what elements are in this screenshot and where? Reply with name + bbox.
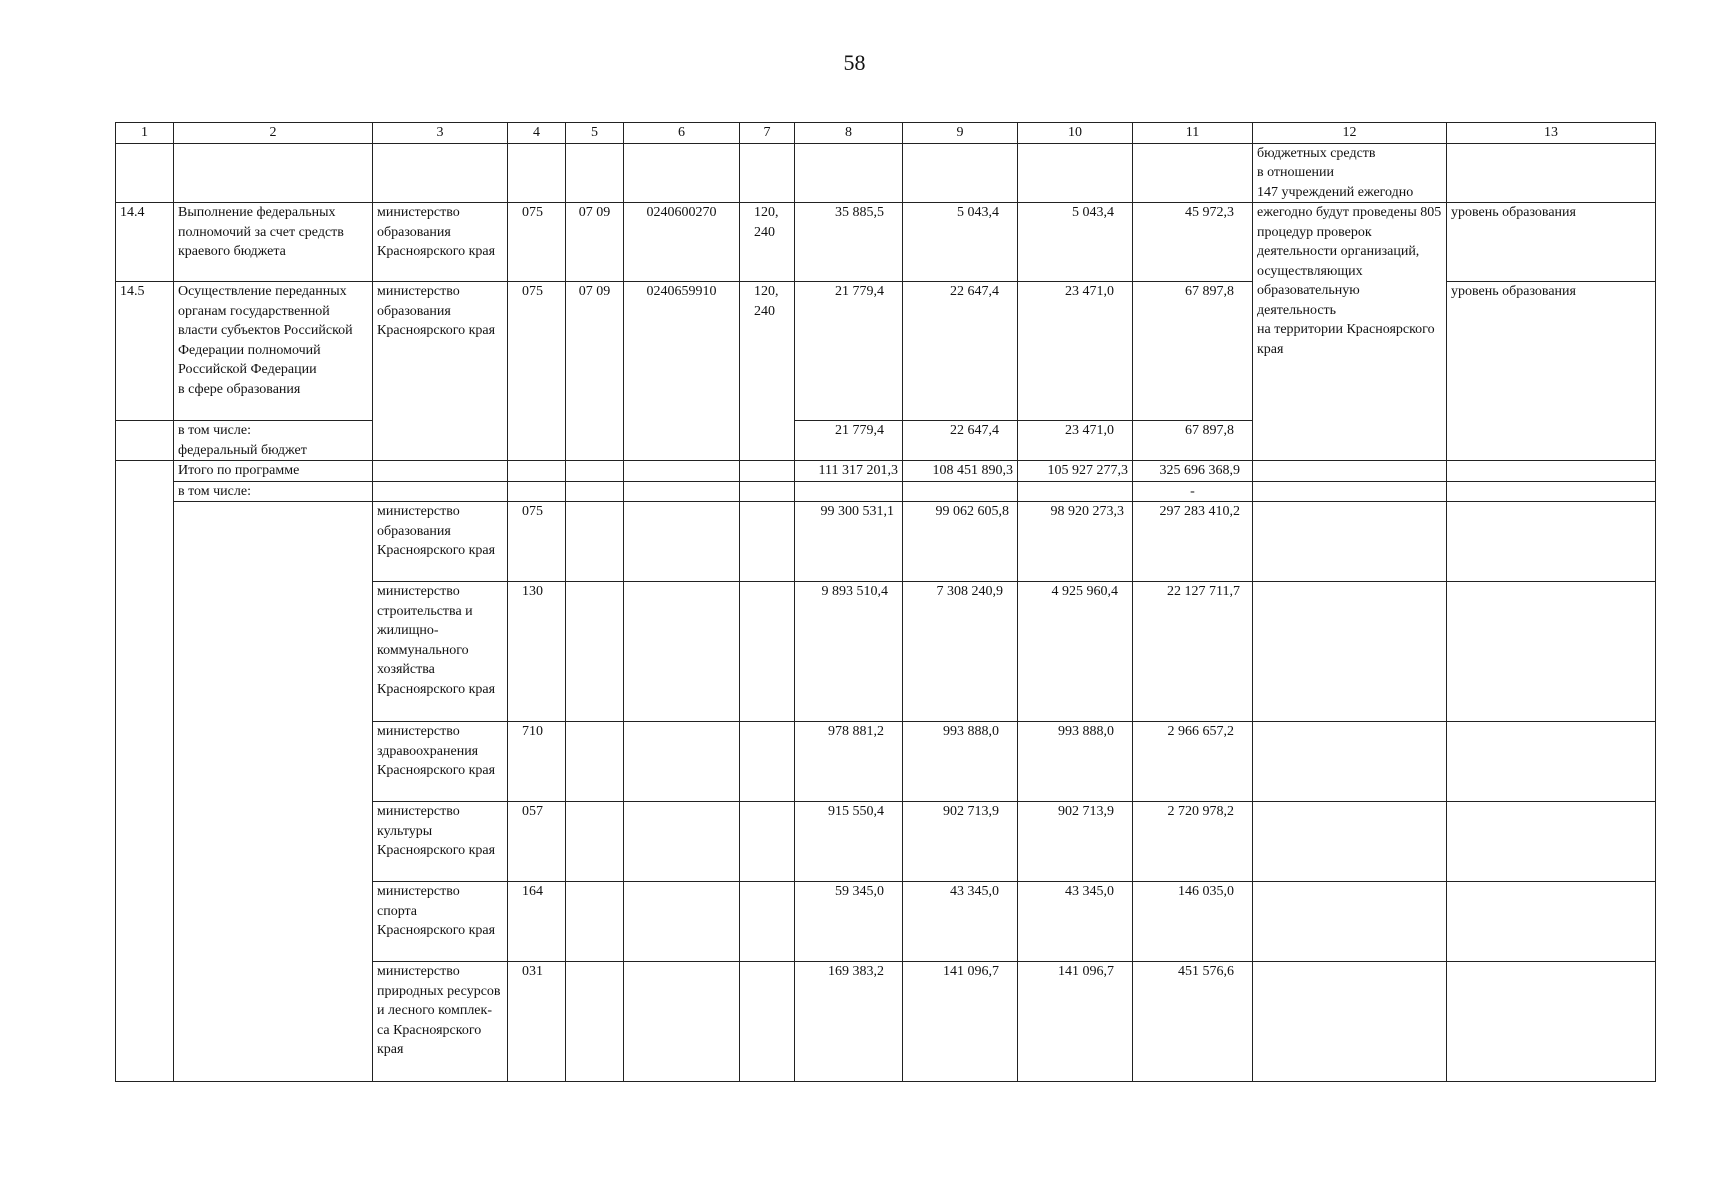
table-cell [1253,802,1447,882]
value-year-3: 23 471,0 [1018,421,1133,461]
value-total: 2 966 657,2 [1133,722,1253,802]
table-cell [1447,722,1656,802]
table-cell [740,582,795,722]
rzpr-code: 07 09 [566,282,624,461]
value-total: 67 897,8 [1133,421,1253,461]
csr-code: 0240659910 [624,282,740,461]
value-total: 2 720 978,2 [1133,802,1253,882]
ministry-code: 031 [508,962,566,1082]
table-cell [740,882,795,962]
col-header: 5 [566,123,624,144]
table-cell [1253,502,1447,582]
value-year-2: 902 713,9 [903,802,1018,882]
value-total: 22 127 711,7 [1133,582,1253,722]
ministry-code: 057 [508,802,566,882]
col-header: 6 [624,123,740,144]
value-year-2: 99 062 605,8 [903,502,1018,582]
table-cell [174,502,373,1082]
table-cell [566,143,624,203]
table-cell [1447,502,1656,582]
ministry-name: министерство образования Красноярского края [373,282,508,461]
grbs-code: 075 [508,203,566,282]
table-row-itogo [116,461,1656,482]
table-cell [1447,962,1656,1082]
value-year-1: 35 885,5 [795,203,903,282]
col-header: 1 [116,123,174,144]
ministry-name: министерство культуры Красноярского края [373,802,508,882]
expected-result: ежегодно будут проведены 805 процедур проверок деятельности организаций, осуществляющих образовательную деятельность на территории Красноярского края [1253,203,1447,461]
value-total: 146 035,0 [1133,882,1253,962]
value-total: 45 972,3 [1133,203,1253,282]
value-year-3: 98 920 273,3 [1018,502,1133,582]
table-cell [174,143,373,203]
budget-table [115,122,1656,1082]
table-cell [1253,582,1447,722]
col-header: 7 [740,123,795,144]
table-row-including [116,481,1656,502]
value-year-3: 993 888,0 [1018,722,1133,802]
table-cell [624,502,740,582]
value-year-3: 23 471,0 [1018,282,1133,421]
value-total: - [1133,481,1253,502]
table-cell [740,802,795,882]
table-cell [624,722,740,802]
col-header: 9 [903,123,1018,144]
table-cell [624,143,740,203]
table-cell [1447,582,1656,722]
col-header: 8 [795,123,903,144]
table-row-14-4 [116,203,1656,282]
activity-name: Осуществление переданных органам государственной власти субъектов Российской Федерации полномочий Российской Федерации в сфере образования [174,282,373,421]
table-row-ministry [116,502,1656,582]
table-cell [740,502,795,582]
value-year-3: 4 925 960,4 [1018,582,1133,722]
table-cell [373,143,508,203]
table-cell [1018,481,1133,502]
table-cell [740,461,795,482]
table-cell [1447,481,1656,502]
csr-code: 0240600270 [624,203,740,282]
table-cell [508,143,566,203]
page-number: 58 [843,50,866,75]
value-year-2: 22 647,4 [903,421,1018,461]
table-cell [903,481,1018,502]
indicator: уровень образования [1447,282,1656,461]
ministry-name: министерство здравоохранения Красноярского края [373,722,508,802]
value-year-3: 5 043,4 [1018,203,1133,282]
value-total: 325 696 368,9 [1133,461,1253,482]
ministry-code: 710 [508,722,566,802]
table-cell [1447,882,1656,962]
ministry-name: министерство природных ресурсов и лесного комплек-са Красноярского края [373,962,508,1082]
ministry-code: 075 [508,502,566,582]
vr-code: 120, 240 [740,282,795,461]
table-cell [1133,143,1253,203]
table-cell [508,461,566,482]
ministry-code: 164 [508,882,566,962]
activity-name: Итого по программе [174,461,373,482]
table-cell [1253,962,1447,1082]
col-header: 4 [508,123,566,144]
ministry-name: министерство образования Красноярского края [373,502,508,582]
table-cell [373,481,508,502]
row-number: 14.4 [116,203,174,282]
value-year-1: 59 345,0 [795,882,903,962]
table-cell [1253,481,1447,502]
table-cell [566,582,624,722]
table-cell [740,143,795,203]
value-year-1: 111 317 201,3 [795,461,903,482]
table-cell [624,461,740,482]
table-cell [566,722,624,802]
value-total: 451 576,6 [1133,962,1253,1082]
value-year-3: 141 096,7 [1018,962,1133,1082]
table-cell [116,461,174,1082]
col-header: 2 [174,123,373,144]
table-cell [566,962,624,1082]
table-cell [1018,143,1133,203]
table-cell [508,481,566,502]
budget-table-wrapper [115,122,1655,1082]
table-row-continuation [116,143,1656,203]
ministry-name: министерство образования Красноярского края [373,203,508,282]
table-cell [1253,882,1447,962]
table-cell [624,962,740,1082]
indicator: уровень образования [1447,203,1656,282]
col-header: 3 [373,123,508,144]
table-cell [116,143,174,203]
table-cell [566,882,624,962]
value-year-1: 21 779,4 [795,282,903,421]
table-cell [624,481,740,502]
table-cell [1447,461,1656,482]
ministry-name: министерство строительства и жилищно-коммунального хозяйства Красноярского края [373,582,508,722]
table-cell [566,481,624,502]
col-header: 11 [1133,123,1253,144]
table-cell [624,582,740,722]
value-year-2: 7 308 240,9 [903,582,1018,722]
value-year-2: 108 451 890,3 [903,461,1018,482]
value-total: 67 897,8 [1133,282,1253,421]
activity-name: в том числе: [174,481,373,502]
ministry-code: 130 [508,582,566,722]
table-cell [566,802,624,882]
value-year-1: 99 300 531,1 [795,502,903,582]
activity-name: в том числе: федеральный бюджет [174,421,373,461]
value-total: 297 283 410,2 [1133,502,1253,582]
value-year-2: 43 345,0 [903,882,1018,962]
col-header: 10 [1018,123,1133,144]
table-cell [740,722,795,802]
rzpr-code: 07 09 [566,203,624,282]
table-cell [740,481,795,502]
table-cell [1447,143,1656,203]
table-cell [1253,722,1447,802]
value-year-1: 169 383,2 [795,962,903,1082]
table-cell [1253,461,1447,482]
table-cell [795,481,903,502]
column-number-row [116,123,1656,144]
activity-name: Выполнение федеральных полномочий за счет средств краевого бюджета [174,203,373,282]
col-header: 13 [1447,123,1656,144]
table-cell [566,502,624,582]
table-cell [903,143,1018,203]
value-year-1: 21 779,4 [795,421,903,461]
table-cell [1447,802,1656,882]
row-number: 14.5 [116,282,174,421]
col-header: 12 [1253,123,1447,144]
value-year-3: 105 927 277,3 [1018,461,1133,482]
value-year-1: 9 893 510,4 [795,582,903,722]
value-year-3: 43 345,0 [1018,882,1133,962]
value-year-3: 902 713,9 [1018,802,1133,882]
table-cell [740,962,795,1082]
table-cell [373,461,508,482]
table-cell [624,802,740,882]
ministry-name: министерство спорта Красноярского края [373,882,508,962]
value-year-2: 993 888,0 [903,722,1018,802]
value-year-2: 5 043,4 [903,203,1018,282]
table-cell [795,143,903,203]
table-cell [624,882,740,962]
grbs-code: 075 [508,282,566,461]
value-year-2: 22 647,4 [903,282,1018,421]
value-year-2: 141 096,7 [903,962,1018,1082]
vr-code: 120, 240 [740,203,795,282]
table-cell [116,421,174,461]
result-continuation-cell: бюджетных средств в отношении 147 учреждений ежегодно [1253,143,1447,203]
value-year-1: 978 881,2 [795,722,903,802]
value-year-1: 915 550,4 [795,802,903,882]
table-cell [566,461,624,482]
